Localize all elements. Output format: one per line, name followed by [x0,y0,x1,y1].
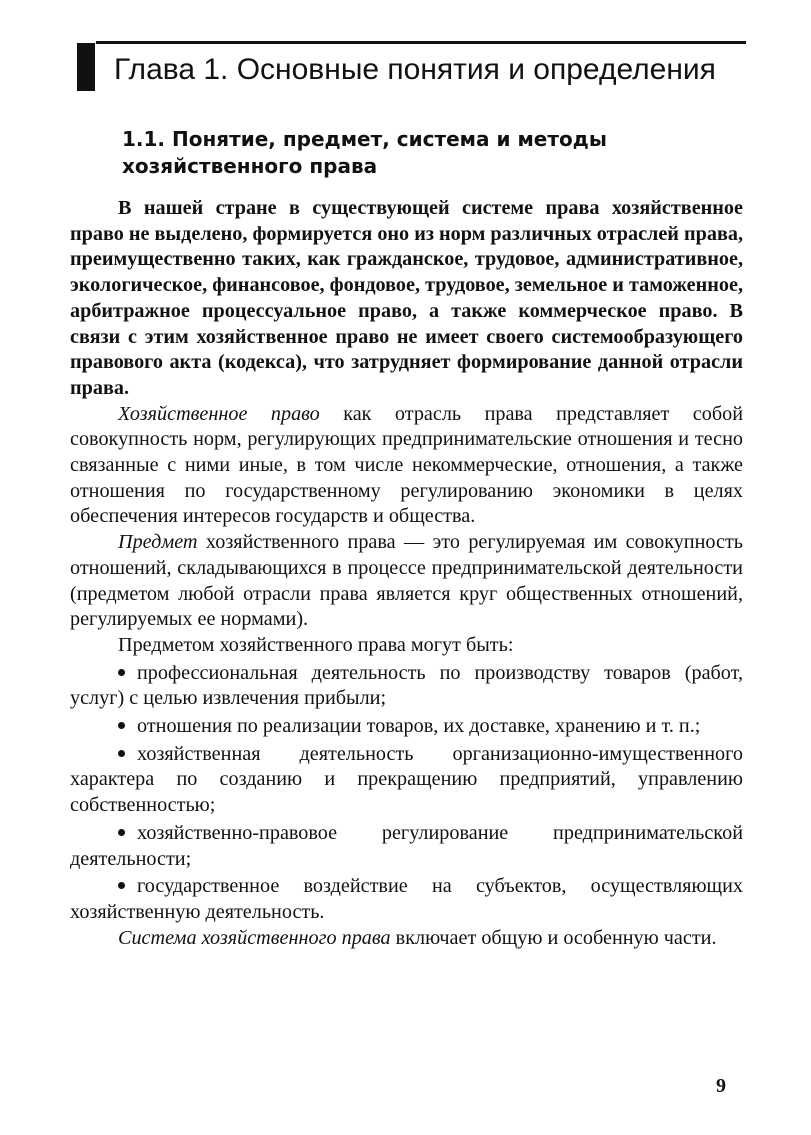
bullet-icon [118,750,125,757]
list-item-text: государственное воздействие на субъектов, осуществляющих хозяйственную деятельность. [70,875,743,923]
paragraph-list-intro: Предметом хозяйственного права могут быть: [118,633,514,656]
list-item-text: хозяйственная деятельность организационно-имущественного характера по созданию и прекращению предприятий, управлению собственностью; [70,742,743,817]
page-number: 9 [716,1075,726,1097]
list-item [70,874,743,925]
paragraph-intro [70,196,743,402]
chapter-title: Глава 1. Основные понятия и определения [114,53,716,86]
paragraph-intro-text: В нашей стране в существующей системе права хозяйственное право не выделено, формируется оно из норм различных отраслей права, преимущественно таких, как гражданское, трудовое, административное, экологическое, финансовое, фондовое, трудовое, земельное и таможенное, арбитражное процессуальное право, а также коммерческое право. В связи с этим хозяйственное право не имеет своего системообразующего правового акта (кодекса), что затрудняет формирование данной отрасли права. [70,197,743,399]
term-system: Система хозяйственного права [118,926,391,949]
bullet-icon [118,829,125,836]
paragraph-subject-text: хозяйственного права — это регулируемая им совокупность отношений, складывающихся в процессе предпринимательской деятельности (предметом любой отрасли права является круг общественных отношений, регулируемых ее нормами). [70,531,743,631]
section-title: 1.1. Понятие, предмет, система и методы хозяйственного права [122,127,607,178]
list-item-text: хозяйственно-правовое регулирование предпринимательской деятельности; [70,821,743,870]
paragraph-definition [70,402,743,531]
paragraph-system-text: включает общую и особенную части. [390,926,717,949]
bullet-icon [118,882,125,889]
paragraph-definition-text: как отрасль права представляет собой совокупность норм, регулирующих предпринимательские отношения и тесно связанные с ними иные, в том числе некоммерческие, отношения, а также отношения по государственному регулированию экономики в целях обеспечения интересов государств и общества. [70,402,744,528]
term-economic-law: Хозяйственное право [118,402,320,425]
chapter-top-rule [96,41,746,44]
paragraph-subject [70,530,743,633]
body-text [70,196,743,951]
bullet-icon [118,722,125,729]
list-item-text: отношения по реализации товаров, их доставке, хранению и т. п.; [137,715,701,738]
term-subject: Предмет [118,531,198,554]
list-item [70,821,743,872]
list-item-text: профессиональная деятельность по производству товаров (работ, услуг) с целью извлечения прибыли; [70,661,743,710]
list-item [70,714,743,740]
chapter-marker-bar [77,43,95,91]
list-item [70,661,743,712]
paragraph-system [70,926,743,952]
bullet-icon [118,669,125,676]
list-item [70,742,743,819]
